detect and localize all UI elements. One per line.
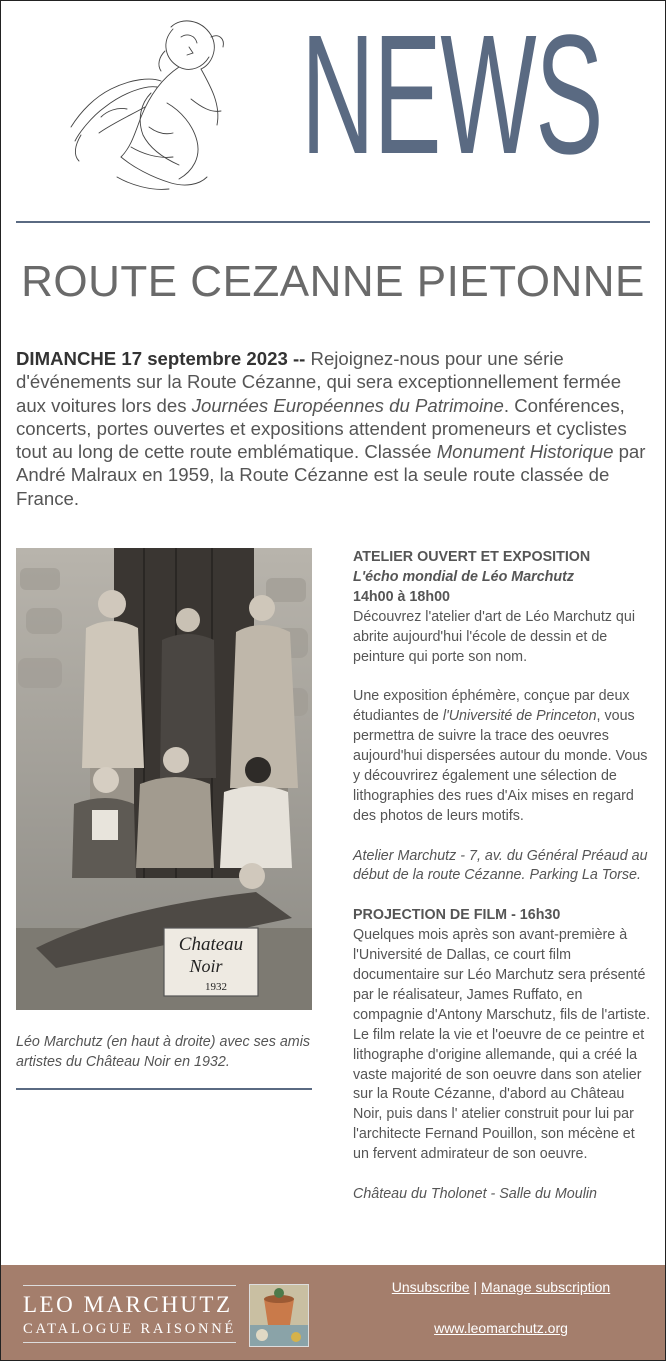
newsletter-title: NEWS <box>301 0 603 190</box>
manage-subscription-link[interactable]: Manage subscription <box>481 1279 611 1295</box>
logo-name: LEO MARCHUTZ <box>23 1292 233 1317</box>
section-time-workshop: 14h00 à 18h00 <box>353 588 450 605</box>
painting-thumbnail <box>249 1284 309 1347</box>
film-description: Quelques mois après son avant-première à l'Université de Dallas, ce court film documentaire sur Léo Marchutz sera présenté par le réalisateur, James Ruffato, en compagnie d'Antony Marschutz, fils de l'artiste. Le film relate la vie et l'oeuvre de ce peintre et lithographe d'origine allemande, qui a créé la vaste majorité de son oeuvre dans son atelier sur la Route Cézanne, d'abord au Château Noir, puis dans l' atelier construit pour lui par l'architecte Fernand Pouillon, son mécène et un fervent admirateur de son oeuvre. <box>353 927 651 1163</box>
intro-emphasis-2: Monument Historique <box>436 441 614 463</box>
exhibition-description <box>353 687 653 826</box>
event-date: DIMANCHE 17 septembre 2023 -- <box>16 348 306 369</box>
intro-text-1: Rejoignez-nous pour une série d'événements sur la Route Cézanne, qui sera exceptionnellement fermée aux voitures lors des <box>16 348 622 416</box>
events-column <box>353 548 653 1205</box>
footer-logo[interactable] <box>23 1292 238 1338</box>
film-location: Château du Tholonet - Salle du Moulin <box>353 1185 597 1202</box>
intro-emphasis-1: Journées Européennes du Patrimoine <box>191 394 504 416</box>
caption-divider <box>16 1088 312 1090</box>
logo-rule-top <box>23 1285 236 1286</box>
logo-rule-bottom <box>23 1342 236 1343</box>
intro-text-2: . Conférences, concerts, portes ouvertes et expositions attendent promeneurs et cyclistes tout au long de cette route emblématique. Classée <box>16 394 627 463</box>
sign-text-1: Chateau <box>178 934 244 955</box>
unsubscribe-link[interactable]: Unsubscribe <box>391 1279 470 1295</box>
historical-photo <box>16 548 312 1010</box>
sign-text-2: Noir <box>189 956 223 976</box>
section-subtitle-workshop: L'écho mondial de Léo Marchutz <box>353 568 575 585</box>
header <box>1 1 665 221</box>
section-title-workshop: ATELIER OUVERT ET EXPOSITION <box>353 549 591 565</box>
section-title-film: PROJECTION DE FILM - 16h30 <box>353 907 561 924</box>
sketch-drawing <box>61 7 231 197</box>
exhibition-text-2: , vous permettra de suivre la trace des oeuvres aujourd'hui dispersées autour du monde. Vous y découvrirez également une sélection de lithographies des rues d'Aix mises en regard des photos de leurs motifs. <box>353 708 648 824</box>
header-divider <box>16 221 650 223</box>
photo-caption: Léo Marchutz (en haut à droite) avec ses amis artistes du Château Noir en 1932. <box>16 1034 311 1070</box>
footer-links <box>356 1277 646 1338</box>
website-link[interactable]: www.leomarchutz.org <box>434 1320 568 1336</box>
workshop-location: Atelier Marchutz - 7, av. du Général Préaud au début de la route Cézanne. Parking La Torse. <box>353 847 648 884</box>
workshop-description: Découvrez l'atelier d'art de Léo Marchutz qui abrite aujourd'hui l'école de dessin et de peinture qui porte son nom. <box>353 608 636 665</box>
sign-text-3: 1932 <box>205 981 227 993</box>
exhibition-emphasis: l'Université de Princeton <box>442 708 597 725</box>
intro-paragraph <box>16 347 652 510</box>
link-separator: | <box>473 1279 478 1295</box>
logo-subtitle: CATALOGUE RAISONNÉ <box>23 1321 237 1337</box>
exhibition-text-1: Une exposition éphémère, conçue par deux étudiantes de <box>353 688 630 725</box>
footer <box>1 1265 665 1360</box>
intro-text-3: par André Malraux en 1959, la Route Cézanne est la seule route classée de France. <box>16 441 646 509</box>
page-headline: ROUTE CEZANNE PIETONNE <box>21 257 645 306</box>
